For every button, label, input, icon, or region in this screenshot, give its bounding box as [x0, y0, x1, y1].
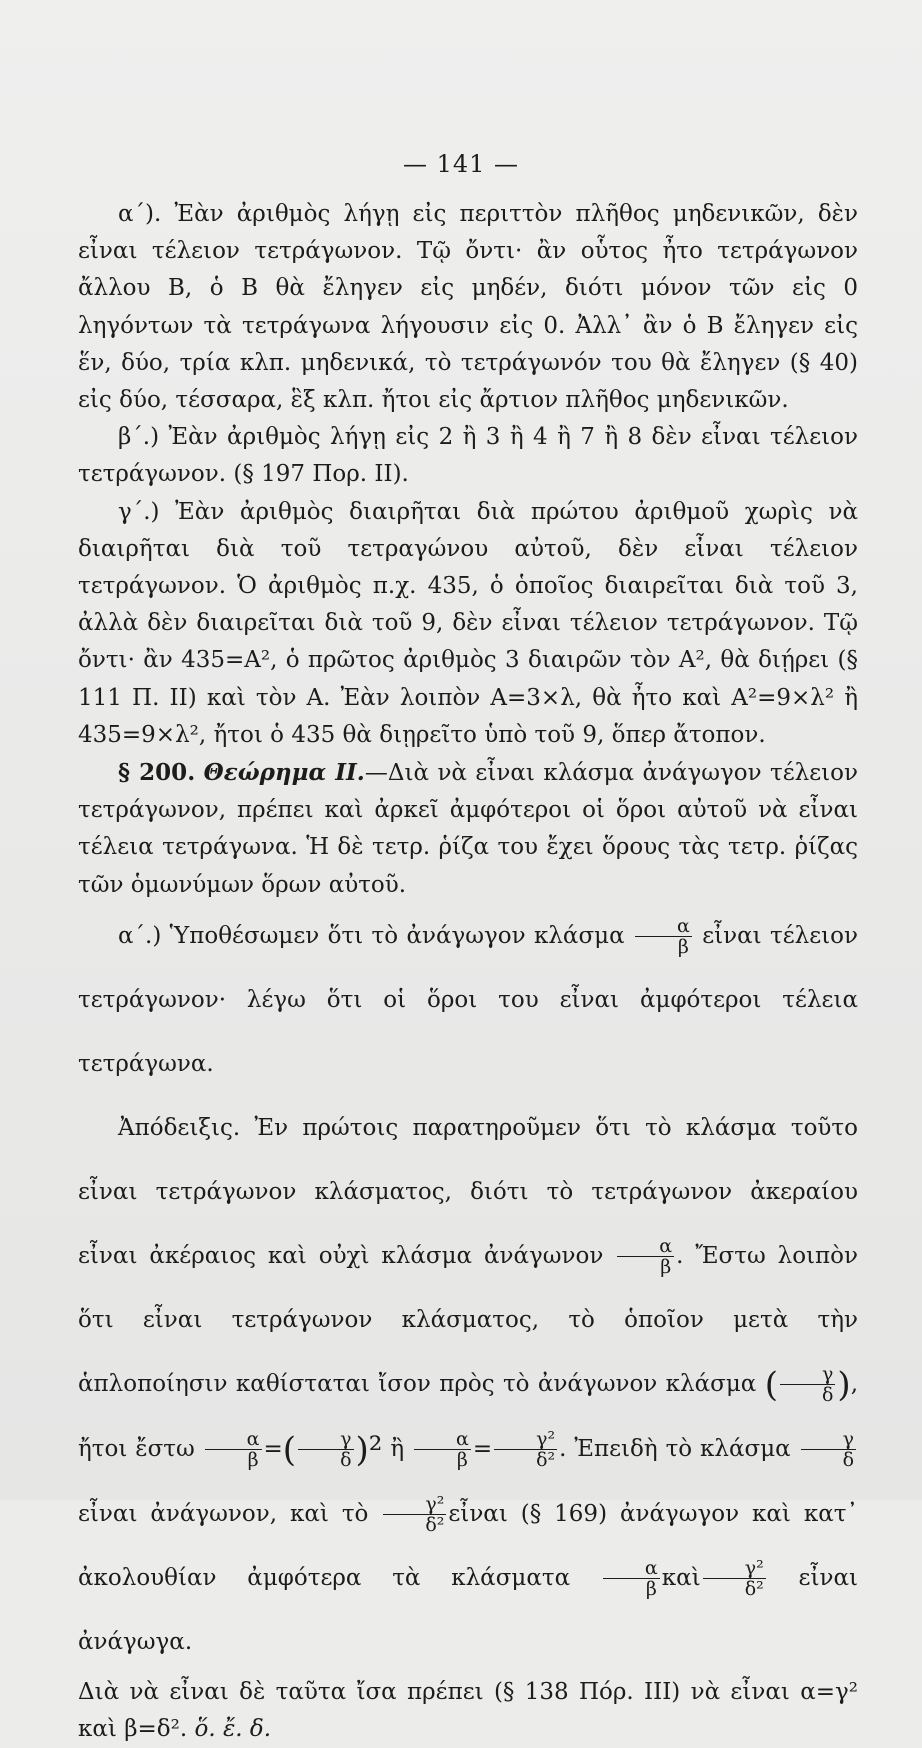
qed-mark: ὅ. ἔ. δ.	[194, 1716, 272, 1743]
page-body	[78, 196, 858, 1748]
proof-paragraph: Ἀπόδειξις. Ἐν πρώτοις παρατηροῦμεν ὅτι τὸ κλάσμα τοῦτο εἶναι τετράγωνον κλάσματος, διότι τὸ τετράγωνον ἀκεραίου εἶναι ἀκέραιος καὶ οὐχὶ κλάσμα ἀνάγωνον $\frac{\alpha}{\beta}$ . Ἔστω λοιπὸν ὅτι εἶναι τετράγωνον κλάσματος, τὸ ὁποῖον μετὰ τὴν ἁπλοποίησιν καθίσταται ἴσον πρὸς τὸ ἀνάγωνον κλάσμα ( $\frac{\gamma}{\delta}$ ), ἤτοι ἔστω $\frac{\alpha}{\beta}$ =( $\frac{\gamma}{\delta}$ )² ἢ $\frac{\alpha}{\beta}$ = $\frac{\text{γ²}}{\text{δ²}}$ . Ἐπειδὴ τὸ κλάσμα $\frac{\gamma}{\delta}$ εἶναι ἀνάγωνον, καὶ τὸ $\frac{\text{γ²}}{\text{δ²}}$ εἶναι (§ 169) ἀνάγωγον καὶ κατ᾽ ἀκολουθίαν ἀμφότερα τὰ κλάσματα $\frac{\alpha}{\beta}$ καὶ $\frac{\text{γ²}}{\text{δ²}}$ εἶναι ἀνάγωγα.	[78, 1114, 859, 1655]
proof-a-intro: α΄.) Ὑποθέσωμεν ὅτι τὸ ἀνάγωγον κλάσμα	[118, 922, 625, 949]
proof-a-claim: εἶναι τέλειον τετράγωνον· λέγω ὅτι οἱ ὅροι του εἶναι ἀμφότεροι τέλεια τετράγωνα.	[78, 922, 858, 1077]
proof-text-1: Ἀπόδειξις. Ἐν πρώτοις παρατηροῦμεν ὅτι τὸ κλάσμα τοῦτο εἶναι τετράγωνον κλάσματος, διότι τὸ τετράγωνον ἀκεραίου εἶναι ἀκέραιος καὶ οὐχὶ κλάσμα ἀνάγωνον	[78, 1114, 858, 1269]
fraction-gamma-delta-3: $\frac{\gamma}{\delta}$	[801, 1429, 856, 1470]
proof-text-2: . Ἔστω λοιπὸν ὅτι εἶναι τετράγωνον κλάσματος, τὸ ὁποῖον μετὰ τὴν ἁπλοποίησιν καθίσταται ἴσον πρὸς τὸ ἀνάγωνον κλάσμα	[78, 1242, 859, 1397]
fraction-alpha-beta-3: $\frac{\alpha}{\beta}$	[205, 1429, 262, 1470]
proof-since: . Ἐπειδὴ	[559, 1435, 658, 1462]
fraction-gamma-delta: $\frac{\gamma}{\delta}$	[780, 1364, 835, 1405]
theorem-paragraph	[78, 754, 858, 904]
fraction-gamma2-delta2-2: $\frac{\text{γ²}}{\text{δ²}}$	[383, 1494, 446, 1535]
fraction-alpha-beta-2: $\frac{\alpha}{\beta}$	[617, 1236, 674, 1277]
final-text: Διὰ νὰ εἶναι δὲ ταῦτα ἴσα πρέπει (§ 138 Πόρ. ΙΙΙ) νὰ εἶναι α=γ² καὶ β=δ².	[78, 1678, 858, 1743]
theorem-text: —Διὰ νὰ εἶναι κλάσμα ἀνάγωγον τέλειον τετράγωνον, πρέπει καὶ ἀρκεῖ ἀμφότεροι οἱ ὅροι αὐτοῦ νὰ εἶναι τέλεια τετράγωνα. Ἡ δὲ τετρ. ῥίζα του ἔχει ὅρους τὰς τετρ. ῥίζας τῶν ὁμωνύμων ὅρων αὐτοῦ.	[78, 760, 858, 898]
paragraph-gamma: γ΄.) Ἐὰν ἀριθμὸς διαιρῆται διὰ πρώτου ἀριθμοῦ χωρὶς νὰ διαιρῆται διὰ τοῦ τετραγώνου αὐτοῦ, δὲν εἶναι τέλειον τετράγωνον. Ὁ ἀριθμὸς π.χ. 435, ὁ ὁποῖος διαιρεῖται διὰ τοῦ 3, ἀλλὰ δὲν διαιρεῖται διὰ τοῦ 9, δὲν εἶναι τέλειον τετράγωνον. Τῷ ὄντι· ἂν 435=Α², ὁ πρῶτος ἀριθμὸς 3 διαιρῶν τὸν Α², θὰ διῄρει (§ 111 Π. ΙΙ) καὶ τὸν Α. Ἐὰν λοιπὸν Α=3×λ, θὰ ἦτο καὶ Α²=9×λ² ἢ 435=9×λ², ἤτοι ὁ 435 θὰ διῃρεῖτο ὑπὸ τοῦ 9, ὅπερ ἄτοπον.	[78, 498, 858, 748]
fraction-gamma-delta-2: $\frac{\gamma}{\delta}$	[298, 1429, 353, 1470]
fraction-alpha-beta-5: $\frac{\alpha}{\beta}$	[603, 1558, 660, 1599]
page-number: — 141 —	[402, 150, 520, 178]
proof-part-a	[78, 904, 858, 1096]
proof-let: , ἤτοι ἔστω	[78, 1370, 858, 1462]
paragraph-alpha: α΄). Ἐὰν ἀριθμὸς λήγῃ εἰς περιττὸν πλῆθος μηδενικῶν, δὲν εἶναι τέλειον τετράγωνον. Τῷ ὄντι· ἂν οὗτος ἦτο τετράγωνον ἄλλου Β, ὁ Β θὰ ἔληγεν εἰς μηδέν, διότι μόνον τῶν εἰς 0 ληγόντων τὰ τετράγωνα λήγουσιν εἰς 0. Ἀλλ᾽ ἂν ὁ Β ἔληγεν εἰς ἕν, δύο, τρία κλπ. μηδενικά, τὸ τετράγωνόν του θὰ ἔληγεν (§ 40) εἰς δύο, τέσσαρα, ἓξ κλπ. ἤτοι εἰς ἄρτιον πλῆθος μηδενικῶν.	[78, 201, 858, 414]
fraction-gamma2-delta2: $\frac{\text{γ²}}{\text{δ²}}$	[494, 1429, 557, 1470]
fraction-gamma2-delta2-3: $\frac{\text{γ²}}{\text{δ²}}$	[703, 1558, 766, 1599]
paragraph-beta: β΄.) Ἐὰν ἀριθμὸς λήγῃ εἰς 2 ἢ 3 ἢ 4 ἢ 7 ἢ 8 δὲν εἶναι τέλειον τετράγωνον. (§ 197 Πορ. ΙΙ).	[78, 424, 858, 488]
section-label: § 200.	[118, 759, 196, 787]
fraction-alpha-beta: $\frac{\alpha}{\beta}$	[635, 916, 692, 957]
theorem-title: Θεώρημα ΙΙ.	[203, 759, 365, 787]
final-paragraph	[78, 1674, 858, 1748]
fraction-alpha-beta-4: $\frac{\alpha}{\beta}$	[414, 1429, 471, 1470]
